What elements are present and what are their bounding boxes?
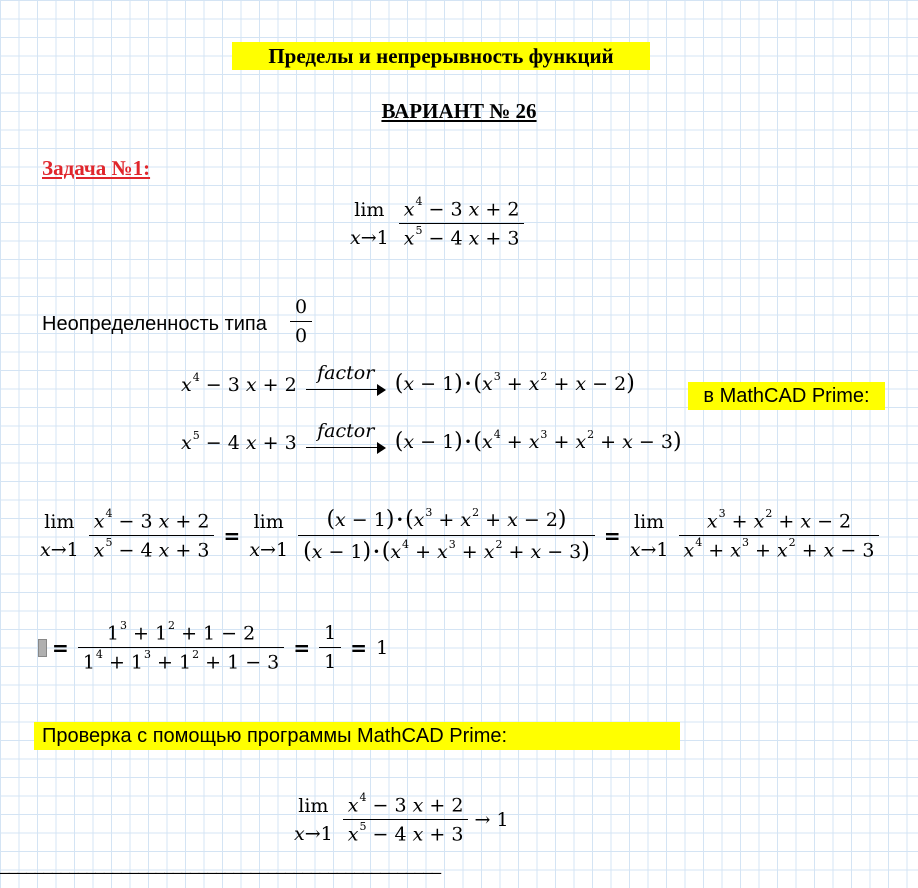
mathcad-label: в MathCAD Prime: — [688, 382, 885, 410]
region-placeholder-icon — [38, 639, 47, 657]
check-limit: lim x→1 $\frac{x^4 - 3 x + 2}{x^5 - 4 x + 3}$ → 1 — [294, 791, 509, 846]
footer-separator: ——————————————————————————————————————————————————— — [0, 866, 441, 880]
variant-heading: ВАРИАНТ № 26 — [381, 99, 537, 123]
factor-denominator-row: $x^5 - 4$ x + 3 factor $(x - 1) \cdot(x^4 + x^3 + x^2 + x - 3)$ — [181, 420, 682, 454]
uncertainty-fraction: $\frac{0}{0}$ — [290, 296, 312, 347]
solution-chain: lim x→1 $\frac{x^4 - 3 x + 2}{x^5 - 4 x + 3}$ = lim x→1 $\frac{(x - 1) \cdot(x^3 + x^2 + x - 2)}{(x - 1) \cdot(x^4 + x^3 + x^2 + x - 3)}$ = lim x→1 $\frac{x^3 + x^2 + x - 2}{x^4 + x^3 + x^2 + x - 3}$ — [40, 507, 879, 564]
factor-numerator-row: $x^4 - 3$ x + 2 factor $(x - 1) \cdot(x^3 + x^2 + x - 2)$ — [181, 362, 635, 396]
check-label: Проверка с помощью программы MathCAD Prime: — [34, 722, 680, 750]
problem-limit: lim x→1 $\frac{x^4 - 3 x + 2}{x^5 - 4 x + 3}$ — [350, 198, 524, 250]
substitution-row: = $\frac{1^3 + 1^2 + 1 - 2}{1^4 + 1^3 + 1^2 + 1 - 3}$ = $\frac{1}{1}$ = 1 — [38, 622, 388, 674]
uncertainty-label: Неопределенность типа — [42, 313, 267, 335]
page-title: Пределы и непрерывность функций — [232, 42, 650, 70]
task-heading: Задача №1: — [42, 156, 151, 180]
